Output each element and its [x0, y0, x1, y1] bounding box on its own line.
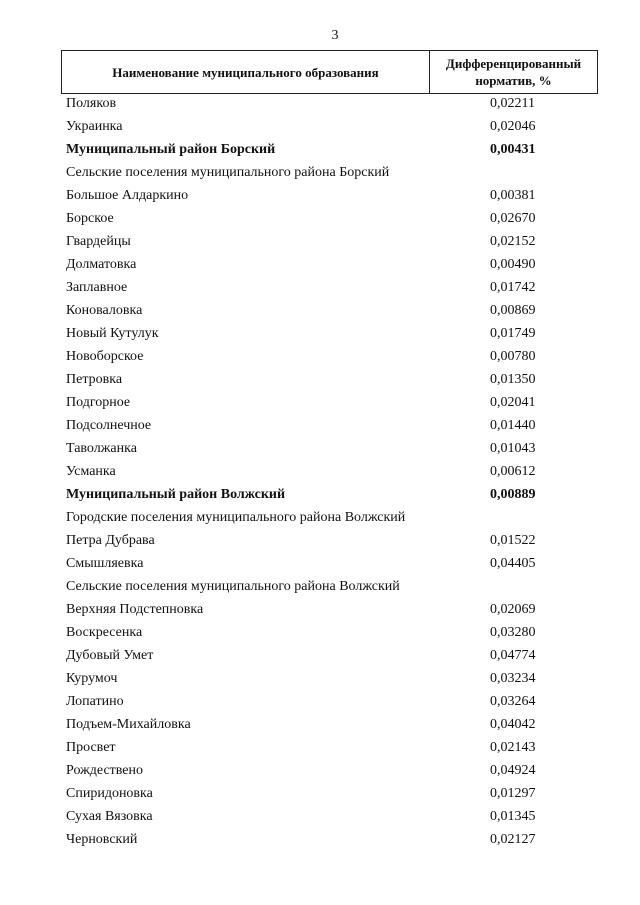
row-value: 0,03234 [490, 671, 536, 686]
row-name: Коноваловка [66, 303, 143, 318]
table-row [66, 460, 606, 483]
row-name: Черновский [66, 832, 138, 847]
row-name: Верхняя Подстепновка [66, 602, 204, 617]
row-name: Муниципальный район Борский [66, 142, 276, 157]
table-row [66, 552, 606, 575]
table-row [66, 667, 606, 690]
header-value-line2: норматив, % [475, 73, 552, 88]
header-value-line1: Дифференцированный [445, 56, 582, 71]
row-name: Муниципальный район Волжский [66, 487, 286, 502]
row-name: Долматовка [66, 257, 137, 272]
row-value: 0,00612 [490, 464, 536, 479]
row-name: Лопатино [66, 694, 124, 709]
row-value: 0,00490 [490, 257, 536, 272]
row-name: Поляков [66, 96, 117, 111]
row-name: Спиридоновка [66, 786, 153, 801]
table-row [66, 92, 606, 115]
row-name: Курумоч [66, 671, 118, 686]
table-row [66, 184, 606, 207]
page-number: 3 [331, 28, 339, 43]
group-heading-row [66, 575, 606, 598]
row-name: Новый Кутулук [66, 326, 159, 341]
row-value: 0,02211 [490, 96, 535, 111]
row-value: 0,02143 [490, 740, 536, 755]
table-row [66, 529, 606, 552]
table-row [66, 207, 606, 230]
row-name: Воскресенка [66, 625, 143, 640]
row-value: 0,01297 [490, 786, 536, 801]
row-name: Сухая Вязовка [66, 809, 153, 824]
table-row [66, 713, 606, 736]
row-value: 0,04774 [490, 648, 536, 663]
district-row [66, 483, 606, 506]
row-name: Сельские поселения муниципального района Борский [66, 165, 390, 180]
row-name: Просвет [66, 740, 116, 755]
row-value: 0,03280 [490, 625, 536, 640]
row-name: Подъем-Михайловка [66, 717, 191, 732]
row-name: Дубовый Умет [66, 648, 154, 663]
table-row [66, 322, 606, 345]
row-value: 0,01440 [490, 418, 536, 433]
table-row [66, 391, 606, 414]
table-row [66, 782, 606, 805]
row-value: 0,01345 [490, 809, 536, 824]
row-name: Новоборское [66, 349, 144, 364]
row-value: 0,02670 [490, 211, 536, 226]
table-row [66, 276, 606, 299]
row-value: 0,02046 [490, 119, 536, 134]
table-row [66, 115, 606, 138]
row-value: 0,00869 [490, 303, 536, 318]
row-name: Заплавное [66, 280, 128, 295]
table-row [66, 437, 606, 460]
table-row [66, 598, 606, 621]
row-value: 0,01350 [490, 372, 536, 387]
row-value: 0,02069 [490, 602, 536, 617]
table-row [66, 368, 606, 391]
row-name: Усманка [66, 464, 116, 479]
row-value: 0,04405 [490, 556, 536, 571]
row-name: Петровка [66, 372, 123, 387]
row-name: Большое Алдаркино [66, 188, 189, 203]
header-name-column: Наименование муниципального образования [62, 51, 430, 93]
row-value: 0,00431 [490, 142, 536, 157]
table-row [66, 736, 606, 759]
table-row [66, 805, 606, 828]
row-name: Таволжанка [66, 441, 137, 456]
table-row [66, 690, 606, 713]
row-value: 0,01043 [490, 441, 536, 456]
row-name: Петра Дубрава [66, 533, 155, 548]
row-value: 0,01742 [490, 280, 536, 295]
row-name: Подгорное [66, 395, 131, 410]
table-row [66, 644, 606, 667]
row-name: Сельские поселения муниципального района Волжский [66, 579, 400, 594]
table-body [66, 92, 606, 851]
row-value: 0,02127 [490, 832, 536, 847]
row-value: 0,03264 [490, 694, 536, 709]
row-value: 0,02041 [490, 395, 536, 410]
row-value: 0,00889 [490, 487, 536, 502]
row-name: Украинка [66, 119, 123, 134]
group-heading-row [66, 506, 606, 529]
row-name: Борское [66, 211, 114, 226]
table-row [66, 345, 606, 368]
row-value: 0,01522 [490, 533, 536, 548]
row-value: 0,02152 [490, 234, 536, 249]
row-value: 0,00381 [490, 188, 536, 203]
row-value: 0,00780 [490, 349, 536, 364]
row-name: Городские поселения муниципального района Волжский [66, 510, 406, 525]
table-row [66, 414, 606, 437]
table-row [66, 759, 606, 782]
table-row [66, 253, 606, 276]
table-row [66, 230, 606, 253]
row-value: 0,01749 [490, 326, 536, 341]
row-name: Подсолнечное [66, 418, 152, 433]
row-value: 0,04042 [490, 717, 536, 732]
table-row [66, 621, 606, 644]
table-row [66, 299, 606, 322]
table-row [66, 828, 606, 851]
row-name: Рождествено [66, 763, 144, 778]
header-value-column [430, 51, 597, 93]
row-name: Гвардейцы [66, 234, 131, 249]
table-header [61, 50, 598, 94]
district-row [66, 138, 606, 161]
group-heading-row [66, 161, 606, 184]
row-name: Смышляевка [66, 556, 144, 571]
row-value: 0,04924 [490, 763, 536, 778]
